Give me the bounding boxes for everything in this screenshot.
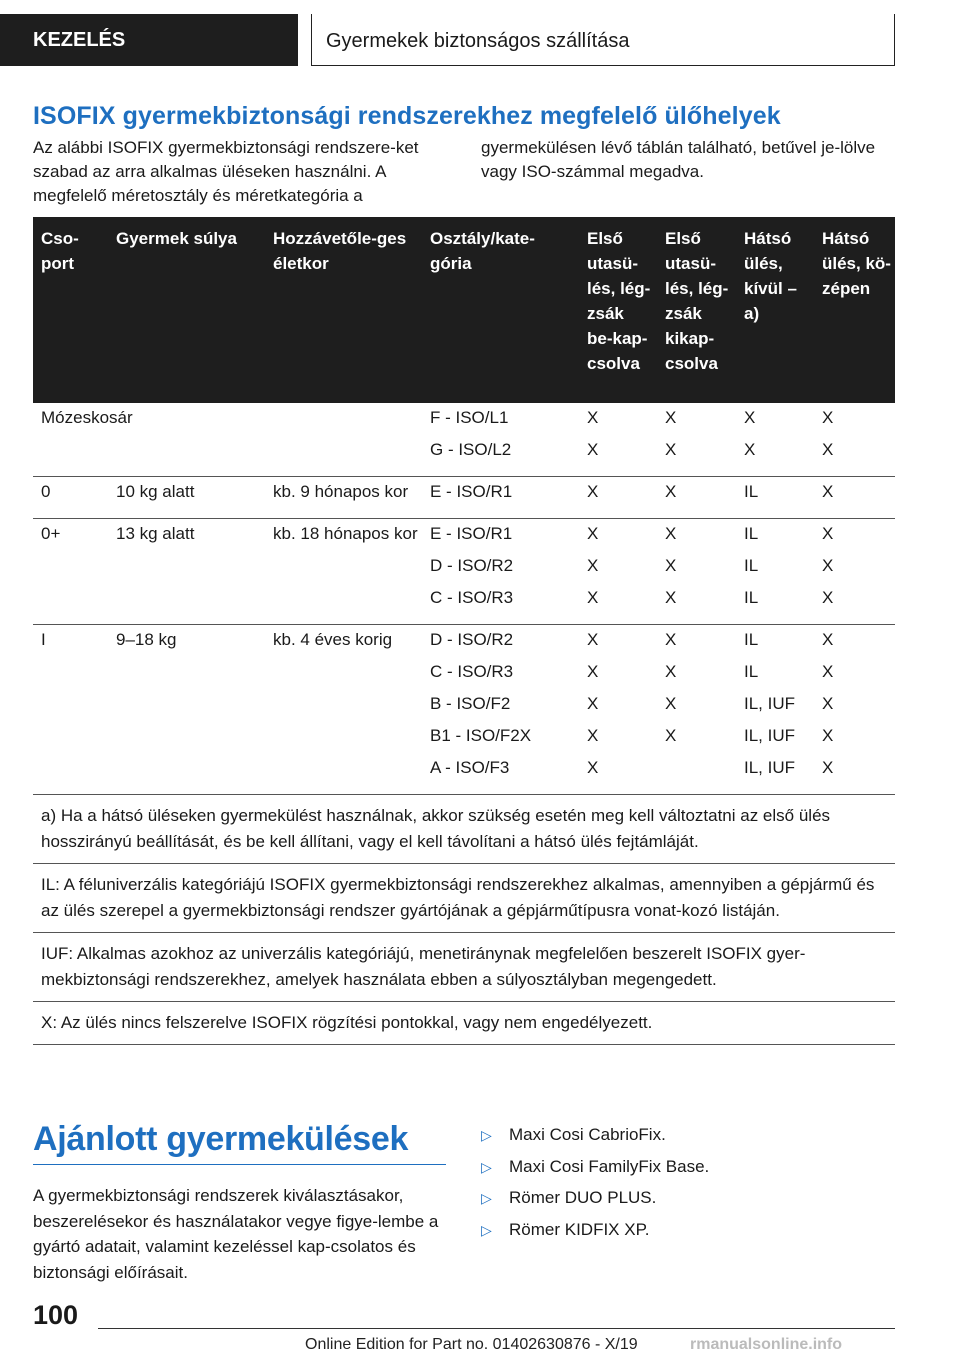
section-tab: KEZELÉS bbox=[0, 14, 298, 66]
recommended-text: A gyermekbiztonsági rendszerek kiválasztásakor, beszerelésekor és használatakor vegye figye-lembe a gyártó adatait, valamint kezeléssel kap-csolatos és biztonsági előírásait. bbox=[33, 1186, 439, 1282]
cell-weight: 13 kg alatt bbox=[108, 519, 265, 625]
cell-rear-outer-value: IL bbox=[744, 482, 759, 501]
cell-class-value: D - ISO/R2 bbox=[430, 556, 514, 575]
cell-group: Mózeskosár bbox=[33, 403, 422, 477]
cell-front-airbag-off-value: X bbox=[665, 524, 677, 543]
cell-front-airbag-off-value: X bbox=[665, 482, 677, 501]
list-item-label: Maxi Cosi FamilyFix Base. bbox=[509, 1156, 710, 1176]
cell-front-airbag-on-value: X bbox=[587, 440, 599, 459]
col-header-front-airbag-off: Első utasü-lés, lég-zsák kikap-csolva bbox=[657, 217, 736, 403]
cell-weight: 10 kg alatt bbox=[108, 477, 265, 519]
table-footnote: IL: A féluniverzális kategóriájú ISOFIX gyermekbiztonsági rendszerekhez alkalmas, amennyiben a gépjármű és az ülés szerepel a gyermekbiztonsági rendszer gyártójának a gépjárműtípusra vonat-kozó listáján. bbox=[33, 864, 895, 933]
cell-age: kb. 9 hónapos kor bbox=[265, 477, 422, 519]
section-heading: ISOFIX gyermekbiztonsági rendszerekhez megfelelő ülőhelyek bbox=[33, 102, 781, 130]
cell-rear-center-value: X bbox=[822, 588, 834, 607]
cell-front-airbag-off-value: X bbox=[665, 726, 677, 745]
cell-class bbox=[422, 403, 579, 477]
cell-class bbox=[422, 625, 579, 795]
cell-rear-center-value: X bbox=[822, 408, 834, 427]
footnote-row bbox=[33, 933, 895, 1002]
triangle-bullet-icon: ▷ bbox=[481, 1221, 492, 1238]
cell-rear-center-value: X bbox=[822, 662, 834, 681]
cell-class-value: D - ISO/R2 bbox=[430, 630, 514, 649]
watermark: rmanualsonline.info bbox=[690, 1336, 843, 1353]
cell-class-value: E - ISO/R1 bbox=[430, 482, 513, 501]
cell-front-airbag-on bbox=[579, 403, 657, 477]
cell-class-value: A - ISO/F3 bbox=[430, 758, 510, 777]
cell-group: 0 bbox=[33, 477, 108, 519]
cell-front-airbag-off bbox=[657, 403, 736, 477]
cell-rear-outer bbox=[736, 477, 814, 519]
cell-front-airbag-off bbox=[657, 625, 736, 795]
cell-front-airbag-on-value: X bbox=[587, 556, 599, 575]
cell-rear-outer-value: IL bbox=[744, 630, 759, 649]
cell-front-airbag-on-value: X bbox=[587, 630, 599, 649]
cell-rear-outer-value: IL bbox=[744, 588, 759, 607]
cell-front-airbag-off bbox=[657, 477, 736, 519]
cell-front-airbag-off-value: X bbox=[665, 588, 677, 607]
col-header-class: Osztály/kate-gória bbox=[422, 217, 579, 403]
col-header-rear-center: Hátsó ülés, kö-zépen bbox=[814, 217, 895, 403]
cell-rear-outer-value: IL, IUF bbox=[744, 726, 796, 745]
cell-front-airbag-on-value: X bbox=[587, 726, 599, 745]
cell-rear-outer-value: X bbox=[744, 440, 756, 459]
cell-rear-center bbox=[814, 519, 895, 625]
col-header-group: Cso-port bbox=[33, 217, 108, 403]
recommended-heading: Ajánlott gyermekülések bbox=[33, 1120, 409, 1158]
cell-front-airbag-off-value: X bbox=[665, 408, 677, 427]
intro-text-left: Az alábbi ISOFIX gyermekbiztonsági rendszere-ket szabad az arra alkalmas üléseken használni. A megfelelő méretosztály és méretkategória a bbox=[33, 138, 419, 205]
cell-rear-outer-value: IL, IUF bbox=[744, 758, 796, 777]
cell-front-airbag-off-value: X bbox=[665, 694, 677, 713]
footnote-row bbox=[33, 795, 895, 864]
list-item-label: Römer DUO PLUS. bbox=[509, 1188, 657, 1207]
cell-rear-center-value: X bbox=[822, 630, 834, 649]
list-item bbox=[481, 1217, 709, 1249]
footnote-row bbox=[33, 1002, 895, 1045]
list-item bbox=[481, 1122, 709, 1154]
triangle-bullet-icon: ▷ bbox=[481, 1190, 492, 1206]
cell-front-airbag-off-value bbox=[665, 756, 732, 788]
chapter-title: Gyermekek biztonságos szállítása bbox=[311, 14, 895, 66]
cell-front-airbag-on-value: X bbox=[587, 588, 599, 607]
footer-divider bbox=[98, 1328, 895, 1329]
table-header-row bbox=[33, 217, 895, 403]
table-row bbox=[33, 625, 895, 795]
cell-front-airbag-on bbox=[579, 625, 657, 795]
cell-rear-center-value: X bbox=[822, 556, 834, 575]
list-item bbox=[481, 1154, 709, 1186]
cell-rear-center bbox=[814, 625, 895, 795]
heading-underline bbox=[33, 1164, 446, 1165]
cell-class-value: B - ISO/F2 bbox=[430, 694, 511, 713]
cell-front-airbag-on-value: X bbox=[587, 758, 599, 777]
cell-front-airbag-on bbox=[579, 477, 657, 519]
cell-rear-outer bbox=[736, 403, 814, 477]
cell-group: 0+ bbox=[33, 519, 108, 625]
list-item-label: Maxi Cosi CabrioFix. bbox=[509, 1125, 666, 1144]
cell-front-airbag-on-value: X bbox=[587, 662, 599, 681]
cell-class-value: E - ISO/R1 bbox=[430, 524, 513, 543]
cell-rear-center bbox=[814, 403, 895, 477]
cell-front-airbag-off bbox=[657, 519, 736, 625]
triangle-bullet-icon: ▷ bbox=[481, 1127, 492, 1143]
cell-rear-center bbox=[814, 477, 895, 519]
cell-age: kb. 4 éves korig bbox=[265, 625, 422, 795]
page-number: 100 bbox=[33, 1300, 79, 1330]
cell-rear-outer-value: X bbox=[744, 408, 756, 427]
cell-rear-center-value: X bbox=[822, 726, 834, 745]
cell-rear-center-value: X bbox=[822, 524, 834, 543]
cell-rear-outer bbox=[736, 625, 814, 795]
cell-front-airbag-on-value: X bbox=[587, 482, 599, 501]
isofix-table bbox=[33, 217, 895, 1045]
table-footnote: a) Ha a hátsó üléseken gyermekülést használnak, akkor szükség esetén meg kell változtatni az első ülés hosszirányú beállítását, és be kell állítani, vagy el kell távolítani a hátsó ülés fejtámláját. bbox=[33, 795, 895, 864]
edition-note: Online Edition for Part no. 01402630876 - X/19 bbox=[305, 1336, 638, 1353]
cell-class-value: F - ISO/L1 bbox=[430, 408, 509, 427]
triangle-bullet-icon: ▷ bbox=[481, 1158, 492, 1175]
cell-rear-center-value: X bbox=[822, 440, 834, 459]
cell-front-airbag-off-value: X bbox=[665, 630, 677, 649]
cell-front-airbag-on-value: X bbox=[587, 408, 599, 427]
cell-rear-center-value: X bbox=[822, 482, 834, 501]
table-row bbox=[33, 477, 895, 519]
intro-text-right: gyermekülésen lévő táblán található, betűvel je-lölve vagy ISO-számmal megadva. bbox=[481, 138, 876, 181]
cell-front-airbag-off-value: X bbox=[665, 662, 677, 681]
cell-rear-center-value: X bbox=[822, 694, 834, 713]
col-header-age: Hozzávetőle-ges életkor bbox=[265, 217, 422, 403]
cell-age: kb. 18 hónapos kor bbox=[265, 519, 422, 625]
cell-weight: 9–18 kg bbox=[108, 625, 265, 795]
cell-class-value: B1 - ISO/F2X bbox=[430, 726, 532, 745]
table-row bbox=[33, 519, 895, 625]
cell-front-airbag-off-value: X bbox=[665, 440, 677, 459]
cell-rear-outer-value: IL bbox=[744, 662, 759, 681]
cell-class-value: C - ISO/R3 bbox=[430, 588, 514, 607]
col-header-weight: Gyermek súlya bbox=[108, 217, 265, 403]
footnote-row bbox=[33, 864, 895, 933]
table-footnote: X: Az ülés nincs felszerelve ISOFIX rögzítési pontokkal, vagy nem engedélyezett. bbox=[33, 1002, 895, 1045]
cell-class bbox=[422, 519, 579, 625]
table-row bbox=[33, 403, 895, 477]
cell-rear-outer-value: IL, IUF bbox=[744, 694, 796, 713]
list-item bbox=[481, 1185, 709, 1217]
cell-rear-outer-value: IL bbox=[744, 524, 759, 543]
cell-front-airbag-on bbox=[579, 519, 657, 625]
col-header-front-airbag-on: Első utasü-lés, lég-zsák be-kap-csolva bbox=[579, 217, 657, 403]
list-item-label: Römer KIDFIX XP. bbox=[509, 1219, 650, 1239]
cell-front-airbag-on-value: X bbox=[587, 524, 599, 543]
cell-front-airbag-off-value: X bbox=[665, 556, 677, 575]
cell-class bbox=[422, 477, 579, 519]
cell-group: I bbox=[33, 625, 108, 795]
col-header-rear-outer: Hátsó ülés, kívül – a) bbox=[736, 217, 814, 403]
cell-rear-outer-value: IL bbox=[744, 556, 759, 575]
cell-rear-outer bbox=[736, 519, 814, 625]
cell-rear-center-value: X bbox=[822, 758, 834, 777]
cell-front-airbag-on-value: X bbox=[587, 694, 599, 713]
product-list bbox=[481, 1122, 709, 1248]
cell-class-value: G - ISO/L2 bbox=[430, 440, 512, 459]
cell-class-value: C - ISO/R3 bbox=[430, 662, 514, 681]
table-footnote: IUF: Alkalmas azokhoz az univerzális kategóriájú, menetiránynak megfelelően beszerelt ISOFIX gyer-mekbiztonsági rendszerekhez, amelyek használata ebben a súlyosztályban megengedett. bbox=[33, 933, 895, 1002]
